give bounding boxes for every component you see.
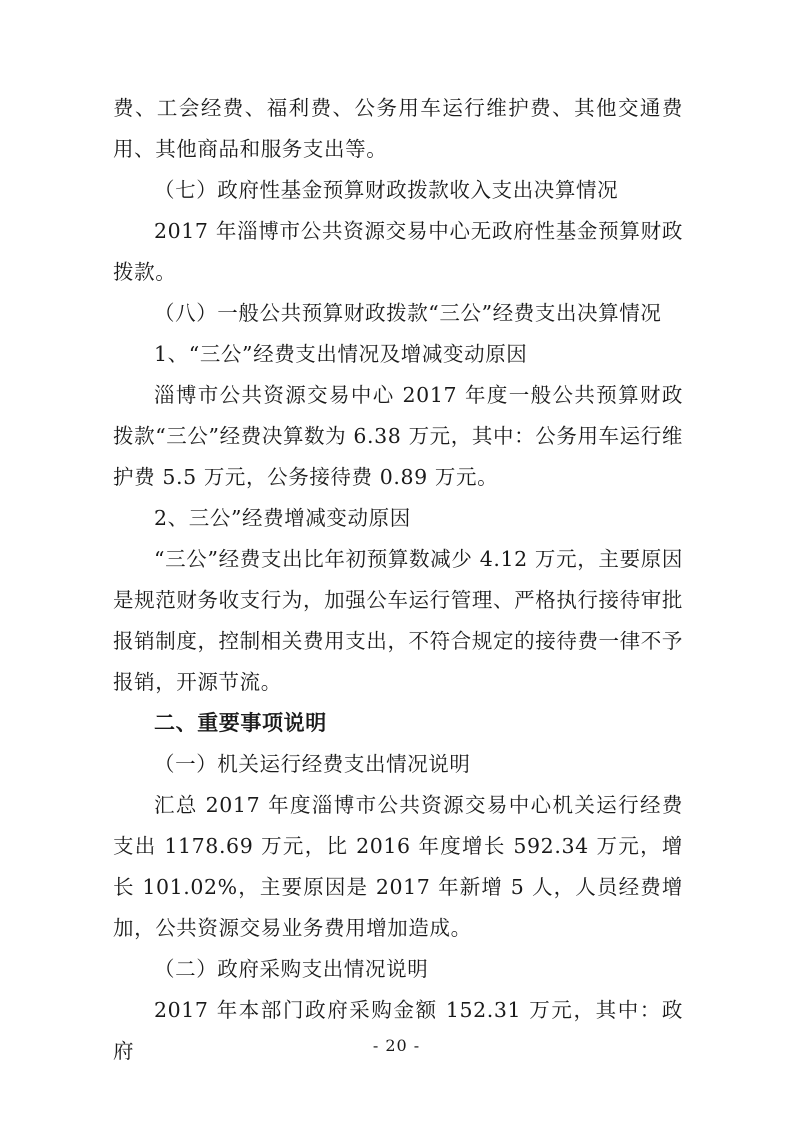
paragraph: 淄博市公共资源交易中心 2017 年度一般公共预算财政拨款“三公”经费决算数为 6.38 万元，其中：公务用车运行维护费 5.5 万元，公务接待费 0.89 万元。	[113, 383, 683, 489]
paragraph: 2017 年淄博市公共资源交易中心无政府性基金预算财政拨款。	[113, 219, 683, 284]
paragraph: （二）政府采购支出情况说明	[154, 957, 429, 981]
paragraph: 汇总 2017 年度淄博市公共资源交易中心机关运行经费支出 1178.69 万元，比 2016 年度增长 592.34 万元，增长 101.02%，主要原因是 2017 年新增 5 人，人员经费增加，公共资源交易业务费用增加造成。	[113, 793, 683, 940]
paragraph: 2017 年本部门政府采购金额 152.31 万元，其中：政府	[113, 998, 683, 1063]
paragraph: “三公”经费支出比年初预算数减少 4.12 万元，主要原因是规范财务收支行为，加强公车运行管理、严格执行接待审批报销制度，控制相关费用支出，不符合规定的接待费一律不予报销，开源节流。	[113, 547, 683, 694]
paragraph: （八）一般公共预算财政拨款“三公”经费支出决算情况	[154, 301, 662, 325]
paragraph: 2、三公”经费增减变动原因	[154, 506, 411, 530]
paragraph: （一）机关运行经费支出情况说明	[154, 752, 471, 776]
paragraph: （七）政府性基金预算财政拨款收入支出决算情况	[154, 178, 619, 202]
section-heading: 二、重要事项说明	[154, 711, 327, 735]
document-body	[113, 88, 683, 1072]
paragraph: 费、工会经费、福利费、公务用车运行维护费、其他交通费用、其他商品和服务支出等。	[113, 96, 683, 161]
paragraph: 1、“三公”经费支出情况及增减变动原因	[154, 342, 528, 366]
page-number: - 20 -	[372, 1036, 421, 1055]
